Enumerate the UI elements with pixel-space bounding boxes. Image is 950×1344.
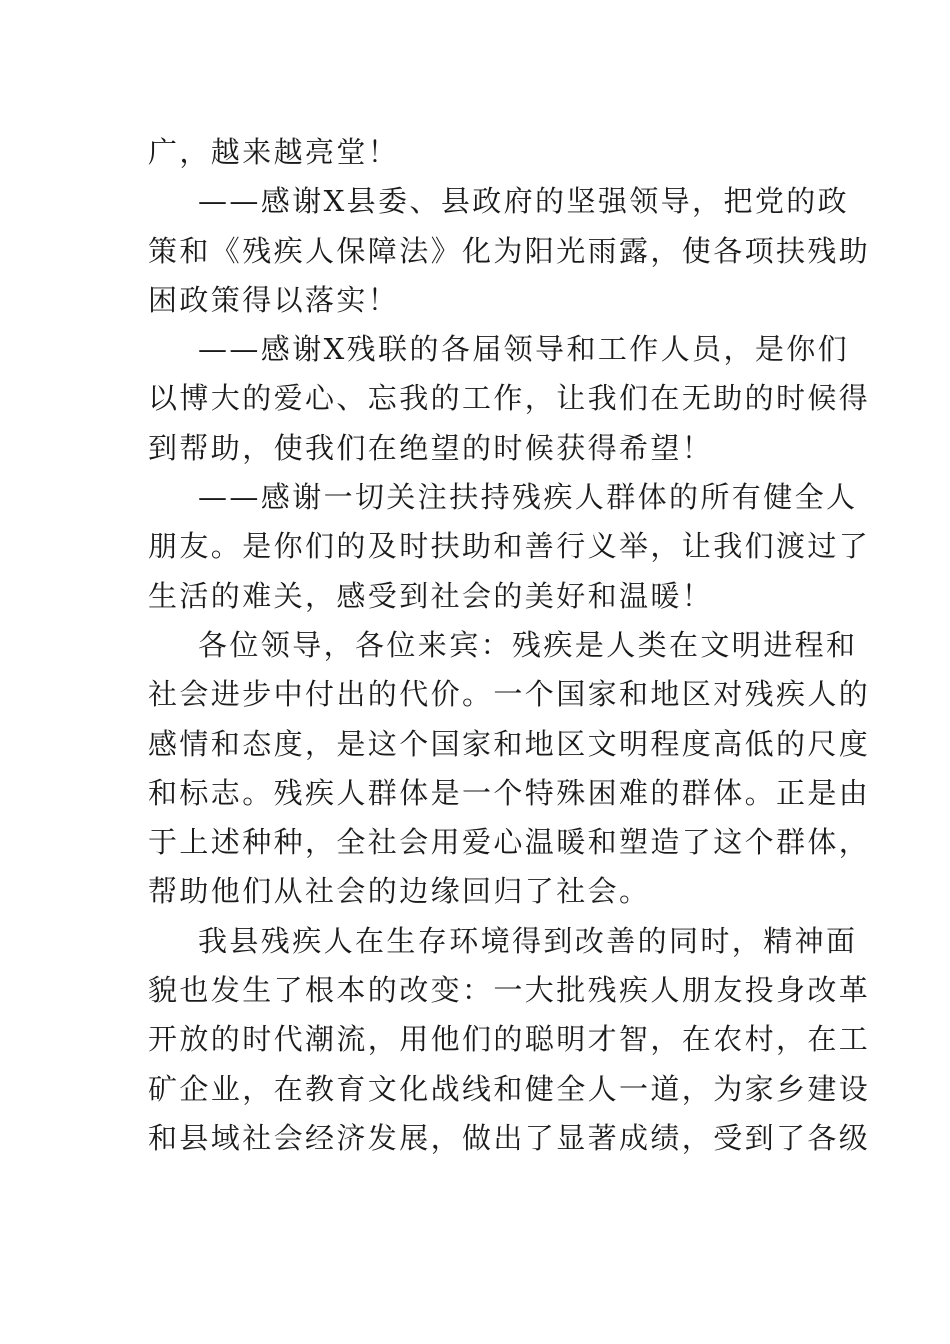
- document-body: [148, 128, 871, 1163]
- text-line: ——感谢X县委、县政府的坚强领导，把党的政: [198, 184, 850, 219]
- text-line: 生活的难关，感受到社会的美好和温暖！: [148, 578, 714, 613]
- text-line: 帮助他们从社会的边缘回归了社会。: [148, 874, 651, 909]
- text-line: 开放的时代潮流，用他们的聪明才智，在农村，在工: [148, 1022, 871, 1057]
- text-line: 广，越来越亮堂！: [148, 135, 400, 169]
- text-line: 于上述种种，全社会用爱心温暖和塑造了这个群体，: [148, 825, 871, 860]
- text-line: 貌也发生了根本的改变：一大批残疾人朋友投身改革: [148, 973, 871, 1008]
- text-line: 社会进步中付出的代价。一个国家和地区对残疾人的: [148, 677, 871, 712]
- text-line: 感情和态度，是这个国家和地区文明程度高低的尺度: [148, 726, 871, 761]
- text-line: 和标志。残疾人群体是一个特殊困难的群体。正是由: [148, 775, 871, 810]
- text-line: 到帮助，使我们在绝望的时候获得希望！: [148, 430, 714, 465]
- text-line: 以博大的爱心、忘我的工作，让我们在无助的时候得: [148, 381, 871, 416]
- text-line: ——感谢一切关注扶持残疾人群体的所有健全人: [198, 480, 858, 515]
- text-line: 我县残疾人在生存环境得到改善的同时，精神面: [198, 923, 858, 958]
- text-line: 策和《残疾人保障法》化为阳光雨露，使各项扶残助: [148, 233, 871, 268]
- text-line: 困政策得以落实！: [148, 282, 400, 317]
- text-line: 朋友。是你们的及时扶助和善行义举，让我们渡过了: [148, 529, 871, 564]
- text-line: ——感谢X残联的各届领导和工作人员，是你们: [198, 332, 850, 367]
- text-line: 和县域社会经济发展，做出了显著成绩，受到了各级: [148, 1120, 871, 1155]
- text-line: 矿企业，在教育文化战线和健全人一道，为家乡建设: [148, 1071, 871, 1106]
- text-line: 各位领导，各位来宾：残疾是人类在文明进程和: [198, 627, 858, 662]
